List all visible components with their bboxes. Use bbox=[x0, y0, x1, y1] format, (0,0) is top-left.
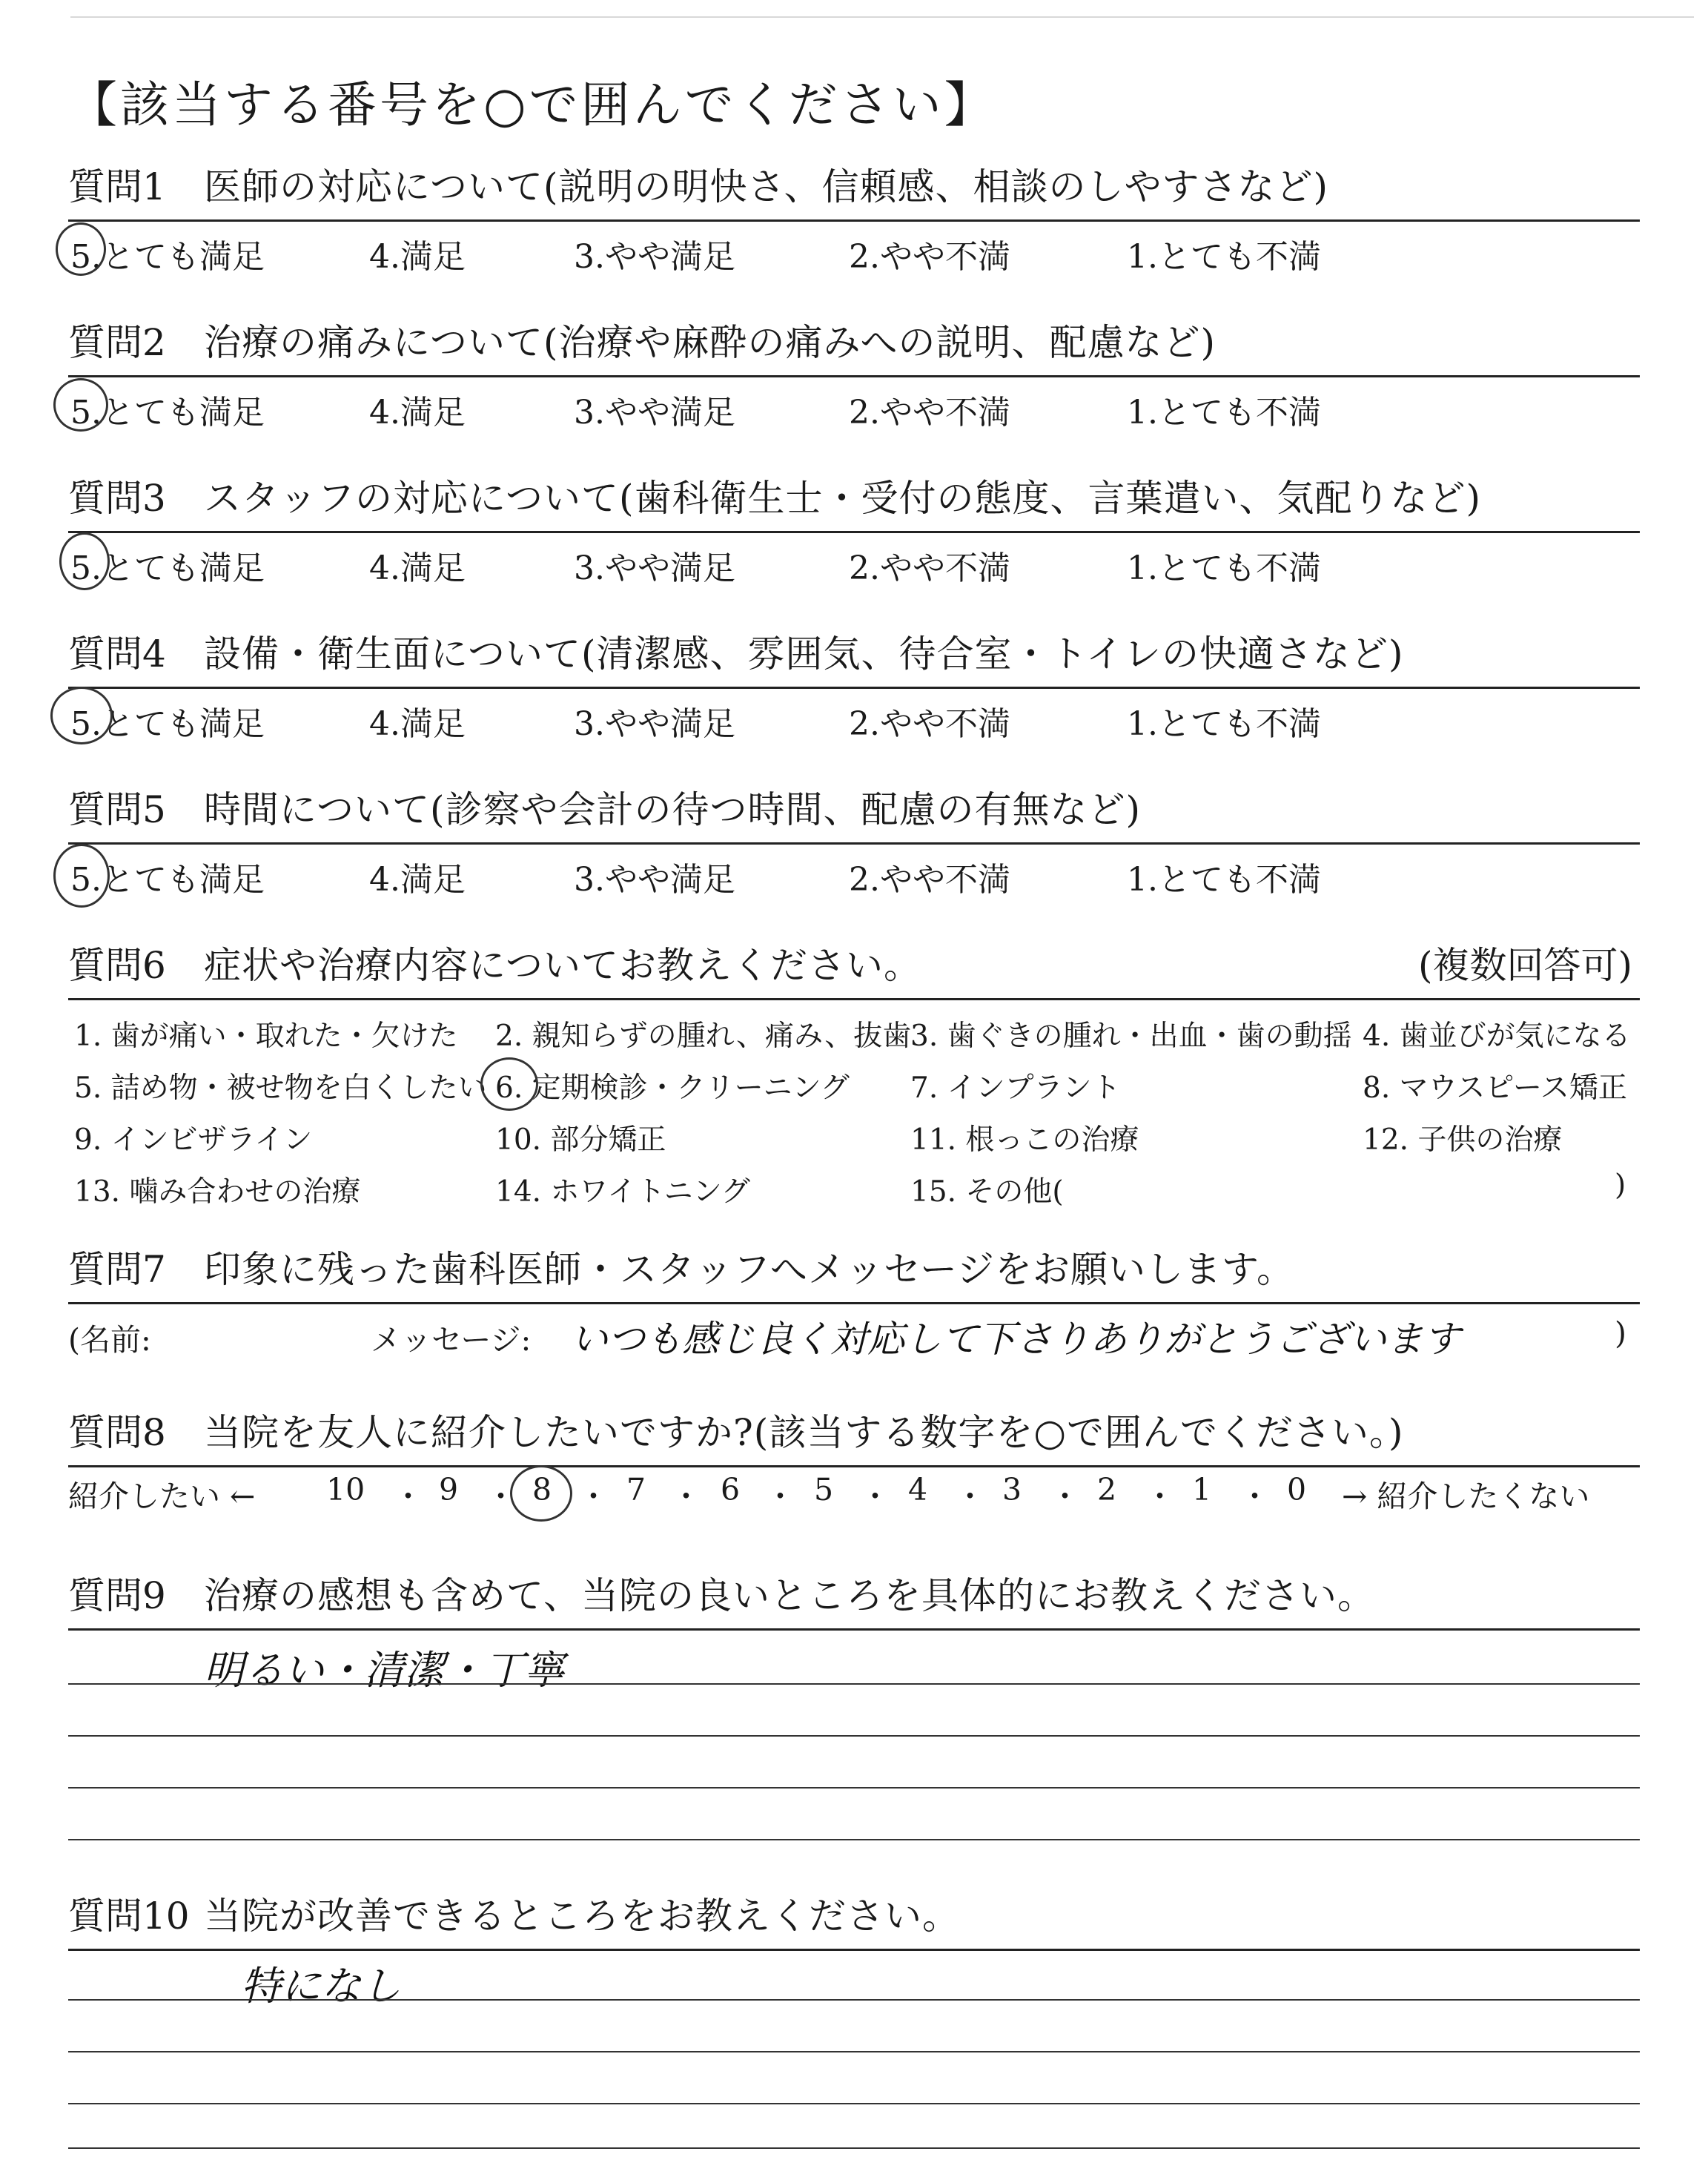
option-1[interactable]: 1.とても不満 bbox=[1127, 549, 1321, 587]
top-edge-line bbox=[70, 16, 1694, 18]
answer-line bbox=[68, 1839, 1640, 1840]
question-text: 当院を友人に紹介したいですか?(該当する数字を○で囲んでください。) bbox=[204, 1411, 1404, 1454]
other-close-paren: ) bbox=[1615, 1169, 1626, 1202]
selection-circle bbox=[480, 1057, 538, 1111]
question-text: 時間について(診察や会計の待つ時間、配慮の有無など) bbox=[204, 788, 1142, 831]
answer-line bbox=[68, 1999, 1640, 2001]
option-2[interactable]: 2.やや不満 bbox=[849, 394, 1010, 432]
scale-dot: ・ bbox=[1050, 1479, 1080, 1514]
scale-value[interactable]: 1 bbox=[1192, 1472, 1212, 1507]
message-label: メッセージ: bbox=[371, 1322, 532, 1358]
name-label: (名前: bbox=[68, 1322, 151, 1358]
selection-circle bbox=[56, 222, 106, 276]
option-4[interactable]: 4.満足 bbox=[369, 238, 466, 276]
question-number: 質問5 bbox=[68, 788, 166, 831]
answer-line bbox=[68, 2103, 1640, 2104]
scale-value[interactable]: 9 bbox=[439, 1472, 459, 1507]
handwritten-message: いつも感じ良く対応して下さりありがとうございます bbox=[571, 1318, 1460, 1361]
symptom-option[interactable]: 6. 定期検診・クリーニング bbox=[495, 1071, 850, 1105]
answer-line bbox=[68, 1735, 1640, 1737]
option-5[interactable]: 5.とても満足 bbox=[70, 238, 265, 276]
option-2[interactable]: 2.やや不満 bbox=[849, 549, 1010, 587]
scale-dot: ・ bbox=[1145, 1479, 1175, 1514]
option-4[interactable]: 4.満足 bbox=[369, 705, 466, 743]
selection-circle bbox=[53, 844, 110, 908]
symptom-option[interactable]: 9. インビザライン bbox=[74, 1123, 313, 1157]
selection-circle bbox=[53, 378, 108, 432]
answer-line bbox=[68, 1787, 1640, 1789]
symptom-option-other[interactable]: 15. その他( bbox=[910, 1175, 1064, 1209]
question-5-options bbox=[0, 853, 1708, 897]
option-5[interactable]: 5.とても満足 bbox=[70, 394, 265, 432]
question-text: 当院が改善できるところをお教えください。 bbox=[204, 1895, 960, 1938]
option-5[interactable]: 5.とても満足 bbox=[70, 861, 265, 899]
question-number: 質問9 bbox=[68, 1574, 166, 1617]
scale-dot: ・ bbox=[393, 1479, 423, 1514]
question-text: 医師の対応について(説明の明快さ、信頼感、相談のしやすさなど) bbox=[204, 165, 1329, 208]
symptom-options bbox=[0, 1013, 1708, 1235]
question-7-header bbox=[68, 1244, 1640, 1304]
symptom-option[interactable]: 5. 詰め物・被せ物を白くしたい bbox=[74, 1071, 487, 1105]
scale-value[interactable]: 4 bbox=[908, 1472, 928, 1507]
symptom-option[interactable]: 8. マウスピース矯正 bbox=[1363, 1071, 1627, 1105]
question-text: 治療の感想も含めて、当院の良いところを具体的にお教えください。 bbox=[204, 1574, 1375, 1617]
option-1[interactable]: 1.とても不満 bbox=[1127, 238, 1321, 276]
symptom-option[interactable]: 3. 歯ぐきの腫れ・出血・歯の動揺 bbox=[910, 1020, 1352, 1053]
question-1-header bbox=[68, 162, 1640, 222]
option-1[interactable]: 1.とても不満 bbox=[1127, 394, 1321, 432]
multiple-answer-note: (複数回答可) bbox=[1417, 944, 1632, 987]
option-3[interactable]: 3.やや満足 bbox=[574, 861, 735, 899]
question-text: 印象に残った歯科医師・スタッフへメッセージをお願いします。 bbox=[204, 1248, 1294, 1291]
instruction-title: 【該当する番号を○で囲んでください】 bbox=[68, 76, 996, 133]
question-text: 設備・衛生面について(清潔感、雰囲気、待合室・トイレの快適さなど) bbox=[204, 633, 1404, 676]
scale-value[interactable]: 8 bbox=[532, 1472, 552, 1507]
scale-value[interactable]: 2 bbox=[1097, 1472, 1117, 1507]
symptom-option[interactable]: 12. 子供の治療 bbox=[1363, 1123, 1563, 1157]
question-number: 質問4 bbox=[68, 633, 166, 676]
question-1-options bbox=[0, 230, 1708, 274]
question-number: 質問6 bbox=[68, 944, 166, 987]
question-10-header bbox=[68, 1891, 1640, 1951]
scale-value[interactable]: 6 bbox=[721, 1472, 741, 1507]
answer-line bbox=[68, 2051, 1640, 2052]
symptom-option[interactable]: 13. 噛み合わせの治療 bbox=[74, 1175, 361, 1209]
question-2-header bbox=[68, 317, 1640, 377]
question-8-header bbox=[68, 1407, 1640, 1467]
question-number: 質問8 bbox=[68, 1411, 166, 1454]
question-2-options bbox=[0, 386, 1708, 430]
option-4[interactable]: 4.満足 bbox=[369, 861, 466, 899]
scale-left-label: 紹介したい ← bbox=[68, 1479, 256, 1514]
option-3[interactable]: 3.やや満足 bbox=[574, 549, 735, 587]
question-3-options bbox=[0, 541, 1708, 586]
question-text: 症状や治療内容についてお教えください。 bbox=[204, 944, 921, 987]
recommend-scale bbox=[0, 1472, 1708, 1516]
option-3[interactable]: 3.やや満足 bbox=[574, 705, 735, 743]
handwritten-good-points: 明るい・清潔・丁寧 bbox=[204, 1647, 564, 1694]
answer-line bbox=[68, 1683, 1640, 1685]
symptom-option[interactable]: 4. 歯並びが気になる bbox=[1363, 1020, 1631, 1053]
question-text: 治療の痛みについて(治療や麻酔の痛みへの説明、配慮など) bbox=[204, 321, 1217, 364]
selection-circle bbox=[59, 532, 110, 590]
question-5-header bbox=[68, 785, 1640, 845]
question-9-header bbox=[68, 1571, 1640, 1631]
question-number: 質問10 bbox=[68, 1895, 190, 1938]
scale-dot: ・ bbox=[860, 1479, 890, 1514]
symptom-option[interactable]: 11. 根っこの治療 bbox=[910, 1123, 1139, 1157]
option-1[interactable]: 1.とても不満 bbox=[1127, 861, 1321, 899]
question-3-header bbox=[68, 473, 1640, 533]
option-5[interactable]: 5.とても満足 bbox=[70, 549, 265, 587]
question-number: 質問3 bbox=[68, 477, 166, 520]
scale-value[interactable]: 5 bbox=[814, 1472, 834, 1507]
question-4-header bbox=[68, 629, 1640, 689]
question-6-header bbox=[68, 940, 1640, 1000]
scale-dot: ・ bbox=[1239, 1479, 1270, 1514]
scale-dot: ・ bbox=[765, 1479, 795, 1514]
question-number: 質問1 bbox=[68, 165, 166, 208]
scale-dot: ・ bbox=[486, 1479, 516, 1514]
option-1[interactable]: 1.とても不満 bbox=[1127, 705, 1321, 743]
question-number: 質問7 bbox=[68, 1248, 166, 1291]
question-4-options bbox=[0, 697, 1708, 742]
option-2[interactable]: 2.やや不満 bbox=[849, 861, 1010, 899]
scale-dot: ・ bbox=[955, 1479, 985, 1514]
option-3[interactable]: 3.やや満足 bbox=[574, 394, 735, 432]
message-close-paren: ) bbox=[1615, 1315, 1626, 1351]
symptom-option[interactable]: 7. インプラント bbox=[910, 1071, 1121, 1105]
option-3[interactable]: 3.やや満足 bbox=[574, 238, 735, 276]
scale-value[interactable]: 3 bbox=[1002, 1472, 1022, 1507]
option-2[interactable]: 2.やや不満 bbox=[849, 705, 1010, 743]
handwritten-improvements: 特になし bbox=[241, 1963, 401, 2009]
scale-value[interactable]: 0 bbox=[1287, 1472, 1307, 1507]
scale-dot: ・ bbox=[578, 1479, 609, 1514]
option-2[interactable]: 2.やや不満 bbox=[849, 238, 1010, 276]
scale-value[interactable]: 10 bbox=[326, 1472, 365, 1507]
symptom-option[interactable]: 14. ホワイトニング bbox=[495, 1175, 750, 1209]
selection-circle bbox=[50, 687, 113, 744]
message-row bbox=[0, 1305, 1708, 1364]
scale-dot: ・ bbox=[671, 1479, 701, 1514]
question-text: スタッフの対応について(歯科衛生士・受付の態度、言葉遣い、気配りなど) bbox=[204, 477, 1482, 520]
option-5[interactable]: 5.とても満足 bbox=[70, 705, 265, 743]
selection-circle bbox=[510, 1465, 572, 1522]
option-4[interactable]: 4.満足 bbox=[369, 549, 466, 587]
symptom-option[interactable]: 1. 歯が痛い・取れた・欠けた bbox=[74, 1020, 458, 1053]
scale-value[interactable]: 7 bbox=[626, 1472, 646, 1507]
symptom-option[interactable]: 2. 親知らずの腫れ、痛み、抜歯 bbox=[495, 1020, 912, 1053]
symptom-option[interactable]: 10. 部分矯正 bbox=[495, 1123, 666, 1157]
scale-right-label: → 紹介したくない bbox=[1342, 1479, 1590, 1514]
question-number: 質問2 bbox=[68, 321, 166, 364]
option-4[interactable]: 4.満足 bbox=[369, 394, 466, 432]
answer-line bbox=[68, 2147, 1640, 2149]
